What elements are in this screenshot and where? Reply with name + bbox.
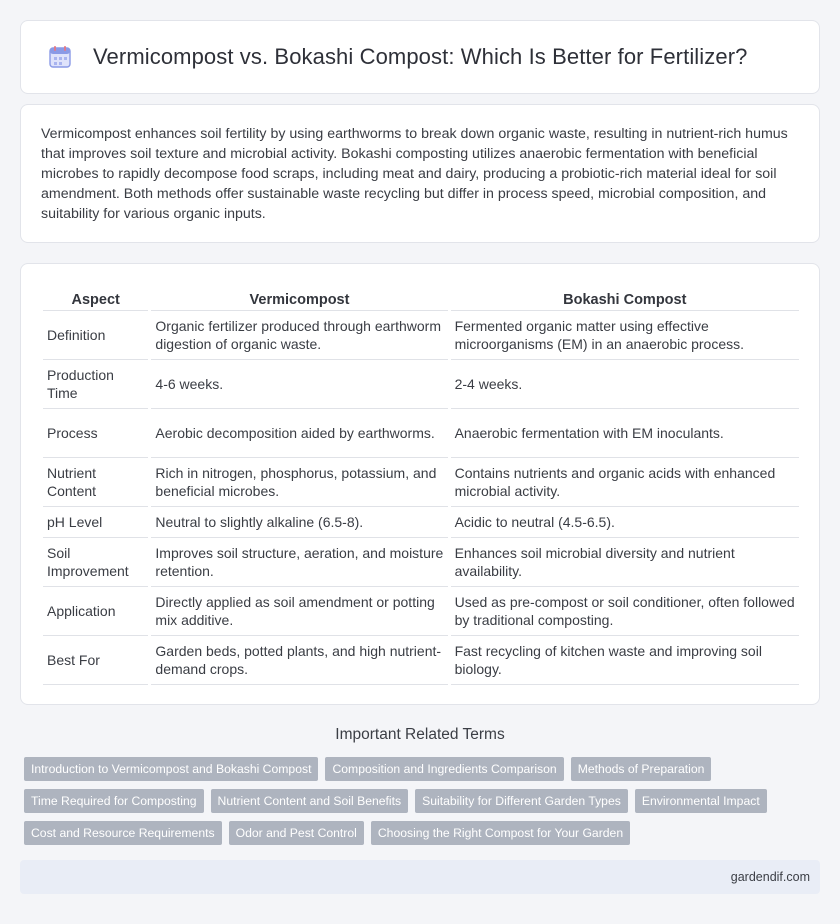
related-terms-title: Important Related Terms — [335, 726, 505, 743]
related-term-tag[interactable]: Choosing the Right Compost for Your Garden — [371, 821, 630, 845]
table-row — [43, 458, 799, 507]
aspect-cell: Soil Improvement — [43, 538, 148, 587]
vermicompost-cell: Improves soil structure, aeration, and moisture retention. — [151, 538, 447, 587]
bokashi-cell: Used as pre-compost or soil conditioner, often followed by traditional composting. — [451, 587, 799, 636]
vermicompost-cell: Neutral to slightly alkaline (6.5-8). — [151, 507, 447, 538]
header-bokashi: Bokashi Compost — [451, 284, 799, 311]
aspect-cell: Process — [43, 409, 148, 458]
table-row — [43, 636, 799, 685]
related-term-tag[interactable]: Nutrient Content and Soil Benefits — [211, 789, 409, 813]
comparison-table — [40, 284, 802, 685]
related-term-tag[interactable]: Cost and Resource Requirements — [24, 821, 222, 845]
related-term-tag[interactable]: Methods of Preparation — [571, 757, 712, 781]
vermicompost-cell: Directly applied as soil amendment or potting mix additive. — [151, 587, 447, 636]
related-term-tag[interactable]: Environmental Impact — [635, 789, 767, 813]
table-row — [43, 507, 799, 538]
related-term-tag[interactable]: Composition and Ingredients Comparison — [325, 757, 563, 781]
header-aspect: Aspect — [43, 284, 148, 311]
table-header-row — [43, 284, 799, 311]
related-term-tag[interactable]: Time Required for Composting — [24, 789, 204, 813]
calendar-icon — [47, 44, 73, 70]
vermicompost-cell: Rich in nitrogen, phosphorus, potassium, and beneficial microbes. — [151, 458, 447, 507]
related-terms-tags — [24, 757, 804, 853]
tag-row — [24, 789, 804, 813]
bokashi-cell: Fermented organic matter using effective microorganisms (EM) in an anaerobic process. — [451, 311, 799, 360]
table-row — [43, 360, 799, 409]
table-row — [43, 311, 799, 360]
page-title: Vermicompost vs. Bokashi Compost: Which Is Better for Fertilizer? — [93, 44, 748, 69]
aspect-cell: Best For — [43, 636, 148, 685]
related-term-tag[interactable]: Suitability for Different Garden Types — [415, 789, 628, 813]
site-link[interactable]: gardendif.com — [730, 870, 810, 884]
tag-row — [24, 821, 804, 845]
intro-paragraph: Vermicompost enhances soil fertility by using earthworms to break down organic waste, resulting in nutrient-rich humus that improves soil texture and microbial activity. Bokashi composting utilizes anaerobic fermentation with beneficial microbes to rapidly decompose food scraps, including meat and dairy, producing a probiotic-rich material ideal for soil amendment. Both methods offer sustainable waste recycling but differ in process speed, microbial composition, and suitability for various organic inputs. — [41, 126, 788, 222]
aspect-cell: Definition — [43, 311, 148, 360]
bokashi-cell: Contains nutrients and organic acids with enhanced microbial activity. — [451, 458, 799, 507]
aspect-cell: Nutrient Content — [43, 458, 148, 507]
vermicompost-cell: Garden beds, potted plants, and high nutrient-demand crops. — [151, 636, 447, 685]
aspect-cell: Application — [43, 587, 148, 636]
related-term-tag[interactable]: Odor and Pest Control — [229, 821, 364, 845]
bokashi-cell: Anaerobic fermentation with EM inoculants. — [451, 409, 799, 458]
aspect-cell: Production Time — [43, 360, 148, 409]
bokashi-cell: Fast recycling of kitchen waste and improving soil biology. — [451, 636, 799, 685]
table-row — [43, 409, 799, 458]
comparison-table-card — [20, 263, 820, 705]
vermicompost-cell: Aerobic decomposition aided by earthworms. — [151, 409, 447, 458]
bokashi-cell: Acidic to neutral (4.5-6.5). — [451, 507, 799, 538]
table-row — [43, 538, 799, 587]
intro-card — [20, 104, 820, 243]
tag-row — [24, 757, 804, 781]
vermicompost-cell: Organic fertilizer produced through earthworm digestion of organic waste. — [151, 311, 447, 360]
bokashi-cell: 2-4 weeks. — [451, 360, 799, 409]
vermicompost-cell: 4-6 weeks. — [151, 360, 447, 409]
related-term-tag[interactable]: Introduction to Vermicompost and Bokashi Compost — [24, 757, 318, 781]
bokashi-cell: Enhances soil microbial diversity and nutrient availability. — [451, 538, 799, 587]
table-row — [43, 587, 799, 636]
footer — [20, 860, 820, 894]
header-vermicompost: Vermicompost — [151, 284, 447, 311]
aspect-cell: pH Level — [43, 507, 148, 538]
header-card — [20, 20, 820, 94]
